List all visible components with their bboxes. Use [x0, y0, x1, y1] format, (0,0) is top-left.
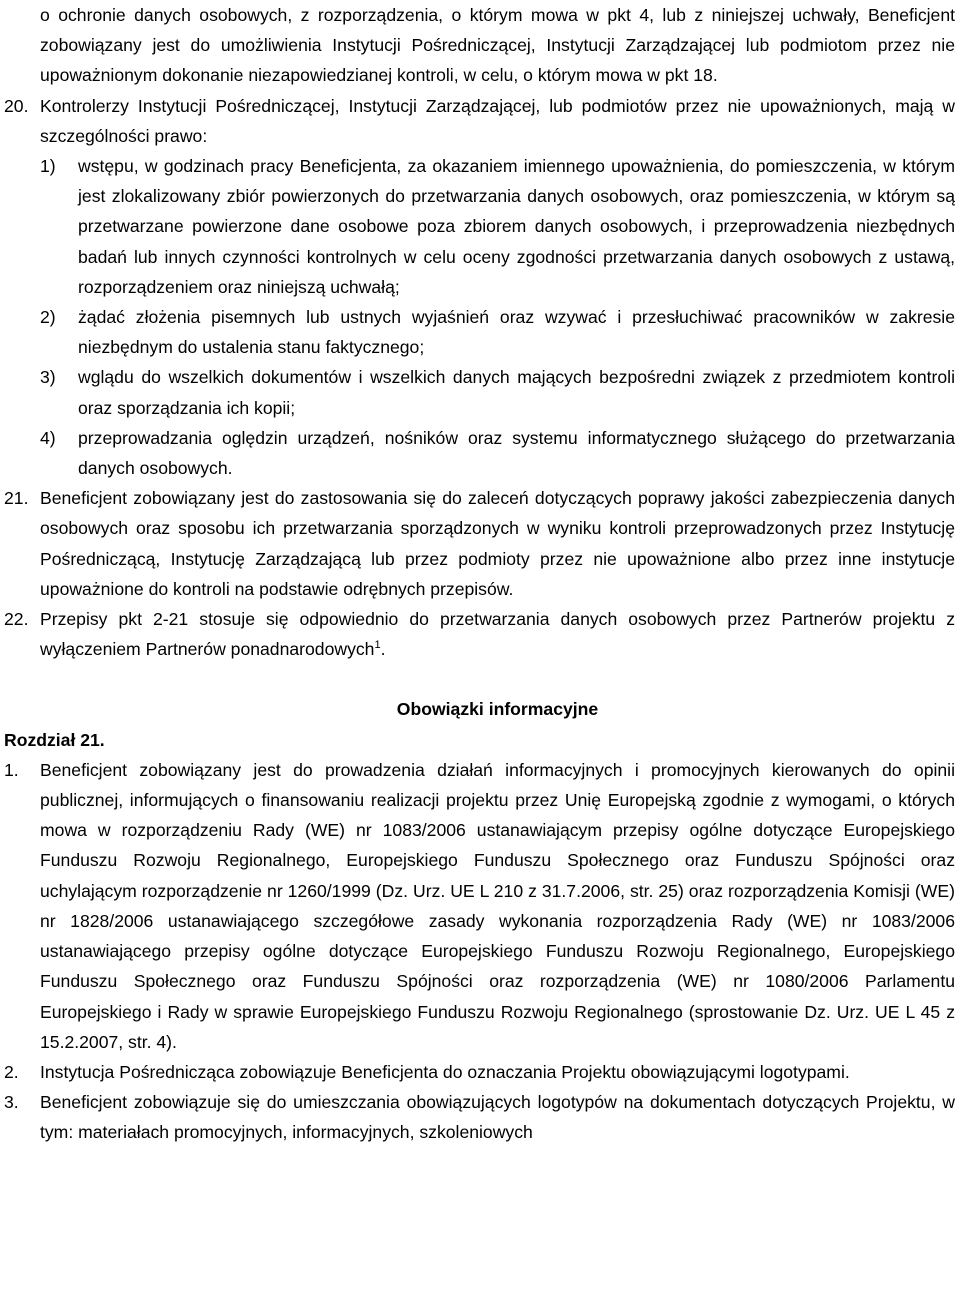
footnote-reference[interactable]: 1	[374, 639, 381, 652]
intro-paragraph: o ochronie danych osobowych, z rozporządzenia, o którym mowa w pkt 4, lub z niniejszej uchwały, Beneficjent zobowiązany jest do umożliwienia Instytucji Pośredniczącej, Instytucji Zarządzającej lub podmiotom przez nie upoważnionym dokonanie niezapowiedzianej kontroli, w celu, o którym mowa w pkt 18.	[40, 5, 955, 86]
paragraph-text: Kontrolerzy Instytucji Pośredniczącej, Instytucji Zarządzającej, lub podmiotów przez nie upoważnionych, mają w szczególności prawo:	[40, 95, 955, 146]
chapter-item	[4, 1057, 955, 1087]
chapter-item-text: Beneficjent zobowiązany jest do prowadzenia działań informacyjnych i promocyjnych kierowanych do opinii publicznej, informujących o finansowaniu realizacji projektu przez Unię Europejską zgodnie z wymogami, o których mowa w rozporządzeniu Rady (WE) nr 1083/2006 ustanawiającym przepisy ogólne dotyczące Europejskiego Funduszu Rozwoju Regionalnego, Europejskiego Funduszu Społecznego oraz Funduszu Spójności oraz uchylającym rozporządzenie nr 1260/1999 (Dz. Urz. UE L 210 z 31.7.2006, str. 25) oraz rozporządzenia Komisji (WE) nr 1828/2006 ustanawiającego szczegółowe zasady wykonania rozporządzenia Rady (WE) nr 1083/2006 ustanawiającego przepisy ogólne dotyczące Europejskiego Funduszu Rozwoju Regionalnego, Europejskiego Funduszu Społecznego oraz Funduszu Spójności oraz rozporządzenia (WE) nr 1080/2006 Parlamentu Europejskiego i Rady w sprawie Europejskiego Funduszu Rozwoju Regionalnego (sprostowanie Dz. Urz. UE L 45 z 15.2.2007, str. 4).	[40, 759, 955, 1052]
paragraph-end: .	[380, 639, 386, 660]
list-item-text: przeprowadzania oględzin urządzeń, nośników oraz systemu informatycznego służącego do przetwarzania danych osobowych.	[78, 427, 955, 479]
list-item	[40, 423, 955, 483]
list-item	[40, 362, 955, 422]
paragraph-number: 22.	[4, 609, 29, 630]
list-item-text: żądać złożenia pisemnych lub ustnych wyjaśnień oraz wzywać i przesłuchiwać pracowników w zakresie niezbędnym do ustalenia stanu faktycznego;	[78, 307, 955, 358]
chapter-item	[4, 1087, 955, 1147]
list-item-number: 2)	[40, 307, 56, 328]
chapter-title: Rozdział 21.	[4, 729, 105, 750]
list-item-number: 4)	[40, 427, 56, 448]
paragraph-number: 20.	[4, 95, 29, 116]
paragraph-number: 21.	[4, 488, 29, 509]
chapter-item-number: 3.	[4, 1092, 19, 1113]
chapter-item-number: 1.	[4, 759, 19, 780]
paragraph-text: Beneficjent zobowiązany jest do zastosowania się do zaleceń dotyczących poprawy jakości zabezpieczenia danych osobowych oraz sposobu ich przetwarzania sporządzonych w wyniku kontroli przeprowadzonych przez Instytucję Pośredniczącą, Instytucję Zarządzającą lub przez podmioty przez nie upoważnione albo przez inne instytucje upoważnione do kontroli na podstawie odrębnych przepisów.	[40, 488, 955, 599]
paragraph-20	[4, 91, 955, 151]
chapter-item	[4, 755, 955, 1057]
chapter-item-number: 2.	[4, 1061, 19, 1082]
paragraph-21	[4, 483, 955, 604]
list-item	[40, 151, 955, 302]
paragraph-text: Przepisy pkt 2-21 stosuje się odpowiednio do przetwarzania danych osobowych przez Partnerów projektu z wyłączeniem Partnerów ponadnarodowych	[40, 609, 955, 660]
list-item-number: 1)	[40, 156, 56, 177]
list-item-text: wglądu do wszelkich dokumentów i wszelkich danych mających bezpośredni związek z przedmiotem kontroli oraz sporządzania ich kopii;	[78, 367, 955, 418]
chapter-item-text: Instytucja Pośrednicząca zobowiązuje Beneficjenta do oznaczania Projektu obowiązującymi logotypami.	[40, 1061, 850, 1082]
list-item	[40, 302, 955, 362]
list-item-text: wstępu, w godzinach pracy Beneficjenta, za okazaniem imiennego upoważnienia, do pomieszczenia, w którym jest zlokalizowany zbiór powierzonych do przetwarzania danych osobowych, oraz pomieszczenia, w którym są przetwarzane powierzone dane osobowe poza zbiorem danych osobowych, i przeprowadzenia niezbędnych badań lub innych czynności kontrolnych w celu oceny zgodności przetwarzania danych osobowych z ustawą, rozporządzeniem oraz niniejszą uchwałą;	[78, 156, 955, 297]
paragraph-22	[4, 604, 955, 664]
chapter-item-text: Beneficjent zobowiązuje się do umieszczania obowiązujących logotypów na dokumentach dotyczących Projektu, w tym: materiałach promocyjnych, informacyjnych, szkoleniowych	[40, 1092, 955, 1143]
section-heading: Obowiązki informacyjne	[396, 699, 599, 720]
list-item-number: 3)	[40, 367, 56, 388]
